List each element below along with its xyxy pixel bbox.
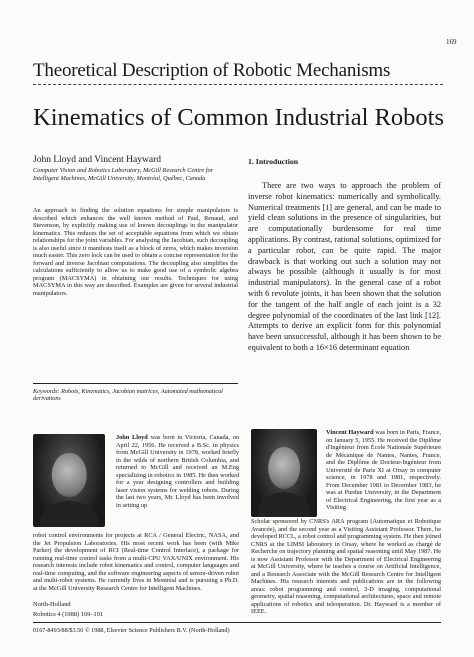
bio-hayward-continued: Scholar sponsored by CNRS's ARA program (Automatique et Robotique Avancée), and the second year as a Visiting Assistant Professor. There, he developed RCCL, a robot control and programming system. He then joined CNRS at the LIMSI laboratory in Orsay, where he worked as chargé de Recherche on trajectory planning and spatial reasoning until May 1987. He is now Assistant Professor with the Department of Electrical Engineering at McGill University, where he teaches a course on Artificial Intelligence, and a Research Associate with the McGill Research Centre for Intelligent Machines. His research interests and publications are in the following areas: robot programming and control, 3-D imaging, computational geometry, spatial reasoning, computational architectures, space and remote applications of robotics and teleoperation. Dr. Hayward is a member of IEEE. <box>251 518 441 614</box>
bio-lloyd-name: John Lloyd <box>116 434 148 441</box>
keywords: Keywords: Robots, Kinematics, Jacobian matrices, Automated mathematical derivations <box>33 388 223 403</box>
bio-hayward-name: Vincent Hayward <box>326 429 374 436</box>
publisher: North-Holland <box>33 601 71 608</box>
journal-citation: Robotics 4 (1988) 169–191 <box>33 611 104 618</box>
bio-hayward-text: was born in Paris, France, on January 5, 1955. He received the Diplôme d'Ingénieur from École Nationale Supérieure de Mécanique de Nantes, Nantes, France, and the Diplôme de Docteur-Ingénieur from Université de Paris XI at Orsay in computer science, in 1978 and 1981, respectively. From December 1981 to December 1983, he was at Purdue University, in the Department of Electrical Engineering, the first year as a Visiting <box>326 429 441 511</box>
bio-hayward <box>326 429 441 519</box>
copyright-line: 0167-8493/88/$3.50 © 1988, Elsevier Science Publishers B.V. (North-Holland) <box>33 627 230 634</box>
introduction-heading: 1. Introduction <box>248 157 299 166</box>
article-title: Kinematics of Common Industrial Robots <box>33 104 445 131</box>
section-heading: Theoretical Description of Robotic Mechanisms <box>33 60 391 81</box>
author-photo-hayward <box>251 429 317 517</box>
author-photo-lloyd <box>33 434 105 527</box>
abstract: An approach to finding the solution equations for simple manipulators is described which enhances the well known method of Paul, Renaud, and Stevenson, by explicitly making use of known decouplings in the manipulator kinematics. This reduces the set of acceptable equations from which we obtain relationships for the joint variables. For analysing the Jacobian, such decoupling is also useful since it manifests itself as a block of zeros, which makes inversion much easier. This zero lock can be used to obtain a concise representation for the forward and inverse Jacobian computations. The decoupling also simplifies the calculations sufficiently to allow us to make good use of a symbolic algebra program (MACSYMA) in obtaining our results. Techniques for using MACSYMA in this way are described. Examples are given for several industrial manipulators. <box>33 207 238 298</box>
dashed-divider <box>33 84 443 85</box>
bio-lloyd-text: was born in Victoria, Canada, on April 22, 1956. He received a B.Sc. in physics from McGill University in 1978, worked briefly in the wilds of northern British Columbia, and returned to McGill and received an M.Eng specializing in robotics in 1985. He then worked for a year designing controllers and building laser vision systems for welding robots. During the last two years, Mr. Lloyd has been involved in setting up <box>116 434 239 509</box>
bio-lloyd-continued: robot control environments for projects at RCA / General Electric, NASA, and the Jet Propulsion Laboratories. His most recent work has been (with Mike Parker) the development of RCI (Real-time Control Interface), a package for running real-time control tasks from a multi-CPU VAX/UNIX environment. His research interests include robot kinematics and control, computer languages and real-time computing, and the software engineering aspects of sensor-driven robot and multi-robot systems. He currently lives in Montréal and is pursuing a Ph.D. at the McGill University Research Centre for Intelligent Machines. <box>33 532 239 592</box>
bio-lloyd <box>116 434 239 530</box>
introduction-body: There are two ways to approach the problem of inverse robot kinematics: numerically and symbolically. Numerical treatments [1] are general, and can be made to yield clean solutions in the presence of singularities, but are computationally burdensome for real time applications. By contrast, rational solutions, optimized for a particular robot, can be quite rapid. The major drawback is that working out such a solution may not always be possible (although it usually is for most industrial manipulators). In the general case of a robot with 6 revolute joints, it has been shown that the solution for the tangent of the half angle of each joint is a 32 degree polynomial of the coordinates of the last link [12]. Attempts to derive an explicit form for this polynomial have been unsuccessful, although it has been shown to be equivalent to both a 16×16 determinant equation <box>248 181 441 352</box>
authors: John Lloyd and Vincent Hayward <box>33 155 162 165</box>
keywords-divider <box>33 383 238 384</box>
footer-divider <box>33 622 441 623</box>
affiliation: Computer Vision and Robotics Laboratory, McGill Research Centre for Intelligent Machines, McGill University, Montréal, Québec, Canada <box>33 167 214 182</box>
page-number: 169 <box>446 38 457 46</box>
